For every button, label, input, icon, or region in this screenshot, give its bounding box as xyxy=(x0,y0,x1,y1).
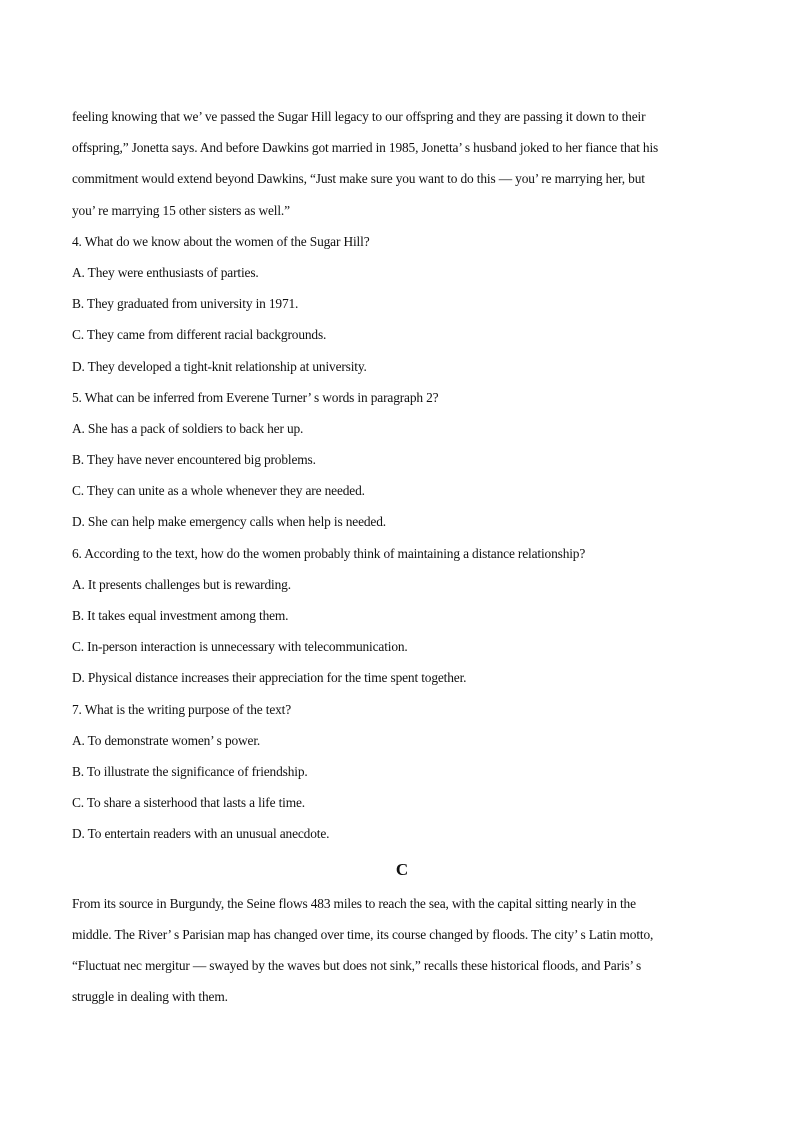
answer-option: D. Physical distance increases their appreciation for the time spent together. xyxy=(72,670,467,686)
section-c-passage xyxy=(72,888,732,1013)
answer-option: B. They have never encountered big problems. xyxy=(72,452,316,468)
answer-option: B. To illustrate the significance of friendship. xyxy=(72,763,308,779)
question-6 xyxy=(72,538,732,694)
answer-option: C. To share a sisterhood that lasts a life time. xyxy=(72,795,305,811)
passage-line: From its source in Burgundy, the Seine flows 483 miles to reach the sea, with the capital sitting nearly in the xyxy=(72,895,636,911)
question-5 xyxy=(72,382,732,538)
question-stem: 7. What is the writing purpose of the text? xyxy=(72,701,292,717)
question-7 xyxy=(72,694,732,850)
passage-line: offspring,” Jonetta says. And before Dawkins got married in 1985, Jonetta’ s husband joked to her fiance that his xyxy=(72,140,659,156)
answer-option: A. To demonstrate women’ s power. xyxy=(72,732,261,748)
section-c-heading: C xyxy=(395,859,409,879)
answer-option: D. They developed a tight-knit relationship at university. xyxy=(72,358,367,374)
passage-line: struggle in dealing with them. xyxy=(72,989,228,1005)
answer-option: D. She can help make emergency calls when help is needed. xyxy=(72,514,386,530)
question-stem: 4. What do we know about the women of the Sugar Hill? xyxy=(72,233,370,249)
passage-line: “Fluctuat nec mergitur — swayed by the waves but does not sink,” recalls these historical floods, and Paris’ s xyxy=(72,957,642,973)
passage-line: you’ re marrying 15 other sisters as well.” xyxy=(72,202,290,218)
answer-option: C. They can unite as a whole whenever they are needed. xyxy=(72,483,365,499)
question-stem: 5. What can be inferred from Everene Turner’ s words in paragraph 2? xyxy=(72,389,439,405)
answer-option: C. In-person interaction is unnecessary with telecommunication. xyxy=(72,639,408,655)
question-stem: 6. According to the text, how do the women probably think of maintaining a distance relationship? xyxy=(72,545,586,561)
answer-option: A. They were enthusiasts of parties. xyxy=(72,264,259,280)
answer-option: B. They graduated from university in 1971. xyxy=(72,296,299,312)
document-page xyxy=(72,101,732,1012)
passage-line: feeling knowing that we’ ve passed the Sugar Hill legacy to our offspring and they are passing it down to their xyxy=(72,109,646,124)
passage-line: commitment would extend beyond Dawkins, “Just make sure you want to do this — you’ re marrying her, but xyxy=(72,171,645,187)
answer-option: A. She has a pack of soldiers to back her up. xyxy=(72,420,304,436)
passage-line: middle. The River’ s Parisian map has changed over time, its course changed by floods. The city’ s Latin motto, xyxy=(72,926,654,942)
answer-option: B. It takes equal investment among them. xyxy=(72,608,289,623)
answer-option: A. It presents challenges but is rewarding. xyxy=(72,576,291,592)
answer-option: D. To entertain readers with an unusual anecdote. xyxy=(72,826,330,842)
passage-b-tail xyxy=(72,101,732,226)
question-4 xyxy=(72,226,732,382)
answer-option: C. They came from different racial backgrounds. xyxy=(72,327,327,343)
